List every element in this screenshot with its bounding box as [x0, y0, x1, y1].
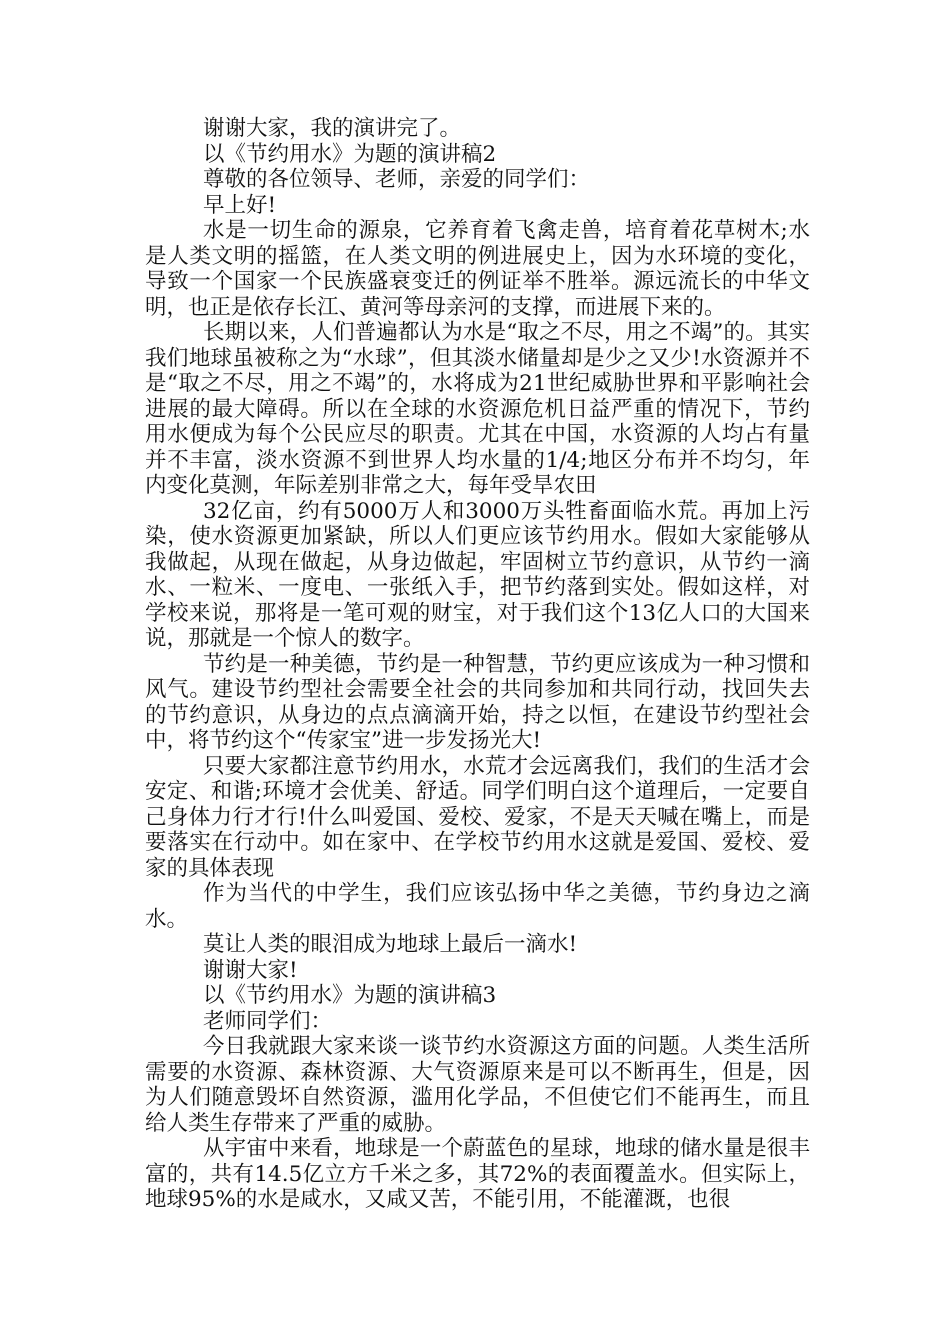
paragraph: 32亿亩，约有5000万人和3000万头牲畜面临水荒。再加上污染，使水资源更加紧缺，所以人们更应该节约用水。假如大家能够从我做起，从现在做起，从身边做起，牢固树立节约意识，从节约一滴水、一粒米、一度电、一张纸入手，把节约落到实处。假如这样，对学校来说，那将是一笔可观的财宝，对于我们这个13亿人口的大国来说，那就是一个惊人的数字。 — [145, 498, 810, 651]
paragraph: 作为当代的中学生，我们应该弘扬中华之美德，节约身边之滴水。 — [145, 881, 810, 932]
paragraph: 莫让人类的眼泪成为地球上最后一滴水! — [203, 932, 578, 957]
paragraph: 节约是一种美德，节约是一种智慧，节约更应该成为一种习惯和风气。建设节约型社会需要全社会的共同参加和共同行动，找回失去的节约意识，从身边的点点滴滴开始，持之以恒，在建设节约型社会中，将节约这个“传家宝”进一步发扬光大! — [145, 651, 810, 753]
section-title-2: 以《节约用水》为题的演讲稿2 — [203, 141, 497, 167]
paragraph: 只要大家都注意节约用水，水荒才会远离我们，我们的生活才会安定、和谐;环境才会优美、舒适。同学们明白这个道理后，一定要自己身体力行才行!什么叫爱国、爱校、爱家，不是天天喊在嘴上，而是要落实在行动中。如在家中、在学校节约用水这就是爱国、爱校、爱家的具体表现 — [145, 753, 810, 881]
section-title-3: 以《节约用水》为题的演讲稿3 — [203, 983, 497, 1008]
salutation: 尊敬的各位领导、老师，亲爱的同学们： — [203, 167, 591, 192]
greeting: 早上好! — [203, 192, 277, 218]
closing-line: 谢谢大家! — [203, 957, 298, 983]
paragraph: 从宇宙中来看，地球是一个蔚蓝色的星球，地球的储水量是很丰富的，共有14.5亿立方千米之多，其72%的表面覆盖水。但实际上，地球95%的水是咸水，又咸又苦，不能引用，不能灌溉，也很 — [145, 1136, 810, 1212]
document-body — [145, 116, 810, 1213]
paragraph: 长期以来，人们普遍都认为水是“取之不尽，用之不竭”的。其实我们地球虽被称之为“水球”，但其淡水储量却是少之又少!水资源并不是“取之不尽，用之不竭”的，水将成为21世纪威胁世界和平影响社会进展的最大障碍。所以在全球的水资源危机日益严重的情况下，节约用水便成为每个公民应尽的职责。尤其在中国，水资源的人均占有量并不丰富，淡水资源不到世界人均水量的1/4;地区分布并不均匀，年内变化莫测，年际差别非常之大，每年受旱农田 — [145, 320, 810, 498]
paragraph: 今日我就跟大家来谈一谈节约水资源这方面的问题。人类生活所需要的水资源、森林资源、大气资源原来是可以不断再生，但是，因为人们随意毁坏自然资源，滥用化学品，不但使它们不能再生，而且给人类生存带来了严重的威胁。 — [145, 1034, 810, 1136]
salutation: 老师同学们： — [203, 1008, 333, 1034]
paragraph: 水是一切生命的源泉，它养育着飞禽走兽，培育着花草树木;水是人类文明的摇篮，在人类文明的例进展史上，因为水环境的变化，导致一个国家一个民族盛衰变迁的例证举不胜举。源远流长的中华文明，也正是依存长江、黄河等母亲河的支撑，而进展下来的。 — [145, 218, 810, 320]
closing-line: 谢谢大家，我的演讲完了。 — [203, 116, 462, 141]
